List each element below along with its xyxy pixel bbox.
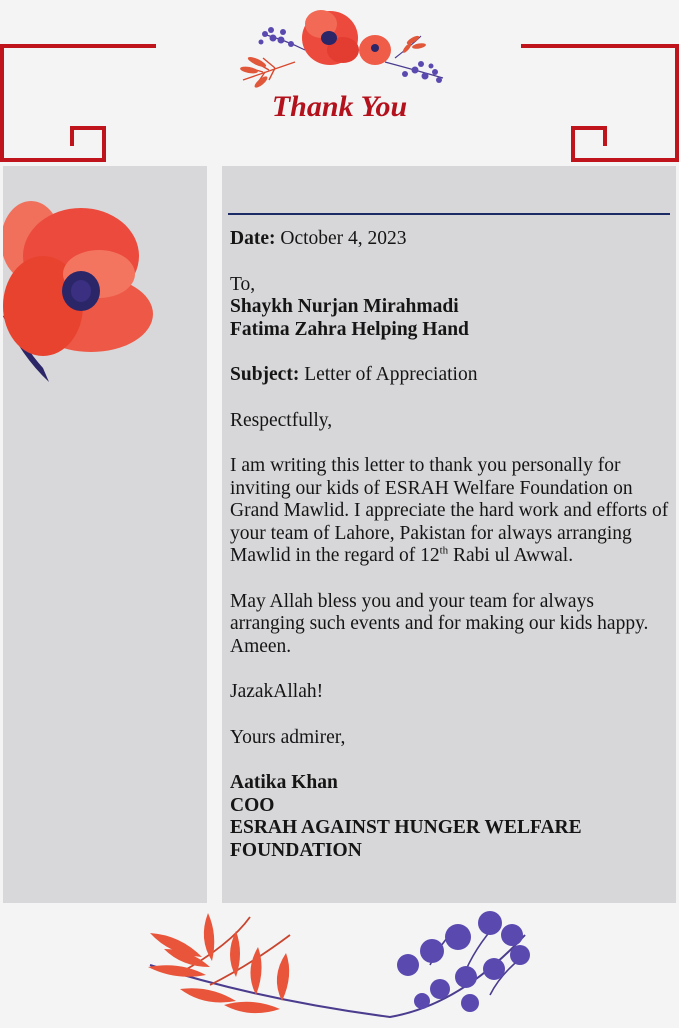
top-floral-decoration [235, 0, 450, 95]
frame-top-left-hook-h [70, 126, 106, 130]
recipient-block [230, 274, 670, 342]
frame-top-left-hook-v [102, 126, 106, 162]
side-poppy-decoration [3, 196, 163, 386]
recipient-org: Fatima Zahra Helping Hand [230, 318, 469, 340]
signer-title: COO [230, 794, 275, 816]
page-title: Thank You [271, 90, 408, 123]
to-line: To, [230, 273, 256, 295]
signature-block [230, 772, 670, 862]
salutation: Respectfully, [230, 409, 333, 431]
date-label: Date: [230, 228, 276, 249]
ordinal-suffix: th [439, 544, 449, 557]
frame-top-right-hook-v2 [603, 126, 607, 146]
subject-value: Letter of Appreciation [304, 364, 478, 385]
bottom-floral-decoration [140, 905, 540, 1024]
signer-org-line2: FOUNDATION [230, 839, 362, 861]
frame-top-right-bottom [571, 158, 679, 162]
frame-top-right-hook-h [571, 126, 607, 130]
frame-top-left-hook-v2 [70, 126, 74, 146]
header-divider [228, 213, 670, 215]
paragraph-1-end: Rabi ul Awwal. [448, 545, 574, 566]
frame-top-left-horizontal [0, 44, 156, 48]
date-value: October 4, 2023 [280, 228, 407, 249]
thanks-line: JazakAllah! [230, 681, 324, 702]
subject-label: Subject: [230, 364, 300, 385]
date-line [230, 228, 670, 251]
signer-name: Aatika Khan [230, 772, 338, 793]
frame-top-left-bottom [0, 158, 106, 162]
recipient-name: Shaykh Nurjan Mirahmadi [230, 296, 459, 317]
frame-top-right-horizontal [521, 44, 678, 48]
paragraph-1-text: I am writing this letter to thank you personally for inviting our kids of ESRAH Welfare Foundation on Grand Mawlid. I appreciate the hard work and efforts of your team of Lahore, Pakistan for always arranging Mawlid in the regard of 12 [230, 455, 669, 566]
closing-line: Yours admirer, [230, 726, 346, 748]
signer-org-line1: ESRAH AGAINST HUNGER WELFARE [230, 817, 582, 838]
paragraph-2: May Allah bless you and your team for always arranging such events and for making our kids happy. Ameen. [230, 590, 649, 657]
subject-line [230, 364, 670, 387]
letter-body [230, 228, 670, 885]
paragraph-1 [230, 455, 670, 568]
frame-top-right-hook-v [571, 126, 575, 162]
